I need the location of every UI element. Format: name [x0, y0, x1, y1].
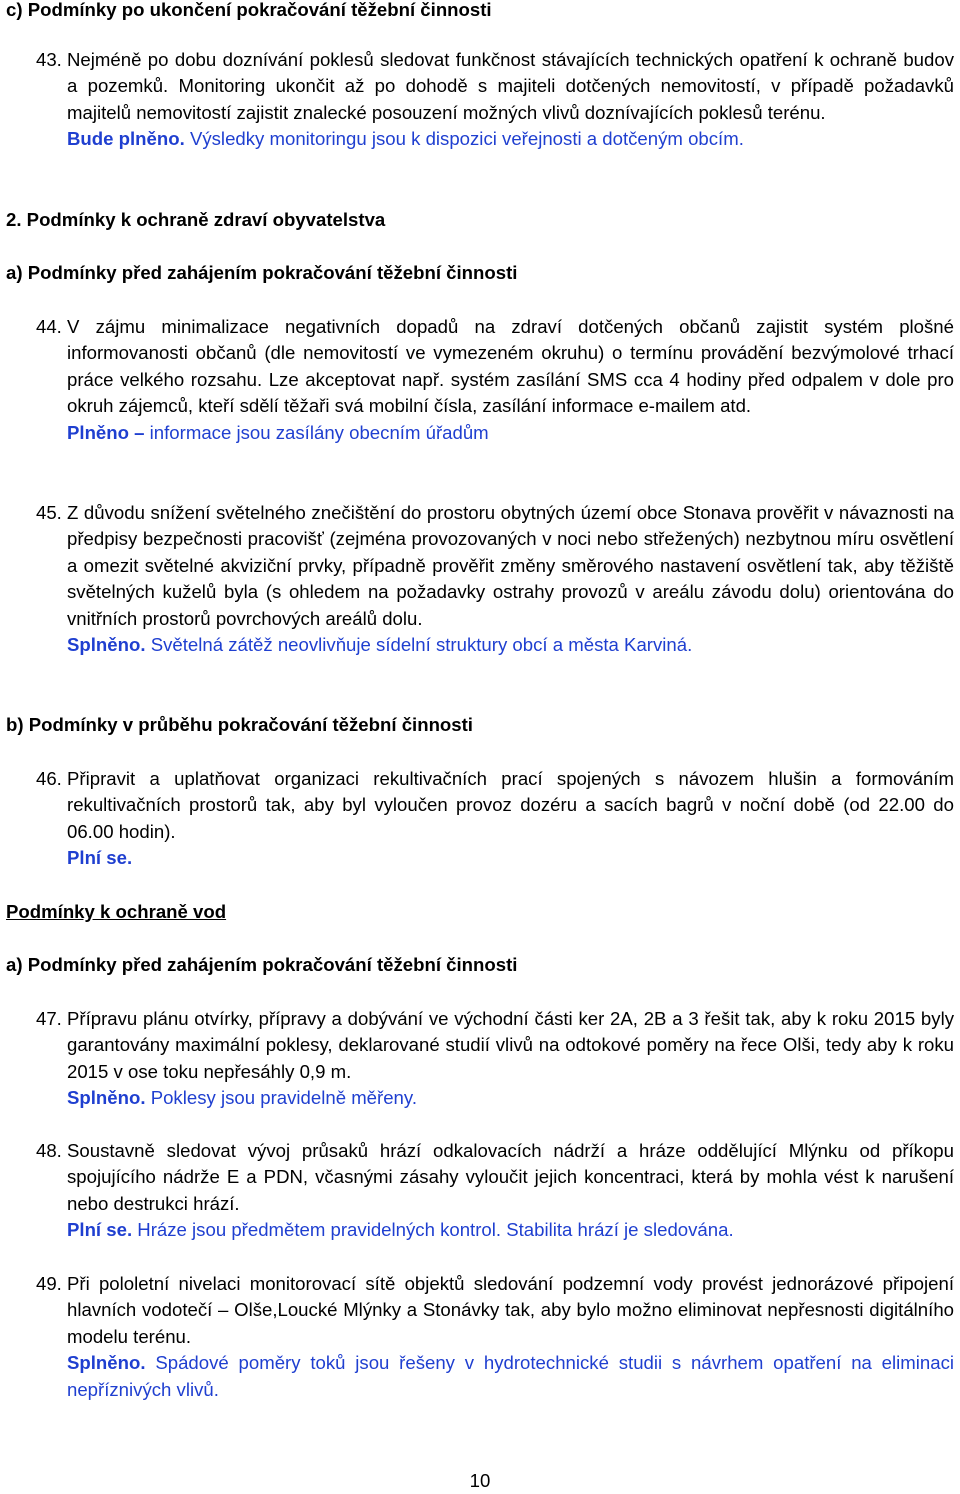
section-heading-c: c) Podmínky po ukončení pokračování těžební činnosti — [6, 0, 492, 20]
section-heading-water: Podmínky k ochraně vod — [6, 901, 227, 922]
item-number: 48. — [36, 1140, 62, 1161]
page-number: 10 — [469, 1470, 491, 1491]
condition-item-46 — [36, 766, 954, 872]
condition-item-47 — [36, 1006, 954, 1112]
condition-item-43 — [36, 47, 954, 153]
status-note: Poklesy jsou pravidelně měřeny. — [150, 1087, 417, 1109]
status-label: Splněno. — [67, 634, 146, 656]
condition-item-44 — [36, 314, 954, 446]
item-text: Z důvodu snížení světelného znečištění do prostoru obytných území obce Stonava prověřit v návaznosti na předpisy bezpečnosti pracovišť (zejména provozovaných v noci nebo střežených) nezbytnou míru osvětlení a omezit světelné akviziční prvky, případně prověřit změny směrového nastavení osvětlení tak, aby těžiště světelných kuželů byla (s ohledem na požadavky ostrahy provozů v areálu závodu dolu) orientována do vnitřních prostorů povrchových areálů dolu. — [67, 502, 954, 629]
condition-item-48 — [36, 1138, 954, 1244]
item-number: 44. — [36, 316, 62, 337]
item-number: 47. — [36, 1008, 62, 1029]
item-number: 46. — [36, 768, 62, 789]
status-label: Plní se. — [67, 1219, 133, 1241]
status-label: Plněno – — [67, 421, 145, 443]
section-heading-water-a: a) Podmínky před zahájením pokračování těžební činnosti — [6, 954, 518, 975]
item-text: V zájmu minimalizace negativních dopadů na zdraví dotčených občanů zajistit systém plošné informovanosti občanů (dle nemovitostí ve vymezeném okruhu) o termínu provádění bezvýmolové trhací práce velkého rozsahu. Lze akceptovat např. systém zasílání SMS cca 4 hodiny před odpalem v dole pro okruh zájemců, kteří sdělí těžaři svá mobilní čísla, zasílání informace e-mailem atd. — [67, 316, 954, 417]
item-number: 49. — [36, 1273, 62, 1294]
section-heading-health-b: b) Podmínky v průběhu pokračování těžební činnosti — [6, 714, 473, 735]
condition-item-45 — [36, 500, 954, 658]
item-text: Nejméně po dobu doznívání poklesů sledovat funkčnost stávajících technických opatření k ochraně budov a pozemků. Monitoring ukončit až po dohodě s majiteli dotčených nemovitostí, v případě požadavků majitelů nemovitostí zajistit znalecké posouzení možných vlivů doznívajících poklesů terénu. — [67, 49, 954, 123]
status-note: Hráze jsou předmětem pravidelných kontrol. Stabilita hrází je sledována. — [137, 1219, 734, 1241]
section-heading-health: 2. Podmínky k ochraně zdraví obyvatelstva — [6, 209, 386, 230]
item-text: Připravit a uplatňovat organizaci rekultivačních prací spojených s návozem hlušin a formováním rekultivačních prostorů tak, aby byl vyloučen provoz dozéru a sacích bagrů v noční době (od 22.00 do 06.00 hodin). — [67, 768, 954, 842]
condition-item-49 — [36, 1271, 954, 1403]
status-note: Výsledky monitoringu jsou k dispozici veřejnosti a dotčeným obcím. — [189, 128, 744, 150]
status-note: informace jsou zasílány obecním úřadům — [149, 421, 489, 443]
status-label: Plní se. — [67, 847, 133, 869]
status-label: Splněno. — [67, 1087, 146, 1109]
item-number: 43. — [36, 49, 62, 70]
item-number: 45. — [36, 502, 62, 523]
status-note: Světelná zátěž neovlivňuje sídelní struktury obcí a města Karviná. — [150, 634, 693, 656]
item-text: Při pololetní nivelaci monitorovací sítě objektů sledování podzemní vody provést jednorázové připojení hlavních vodotečí – Olše,Loucké Mlýnky a Stonávky tak, aby bylo možno eliminovat nepřesnosti digitálního modelu terénu. — [67, 1273, 954, 1347]
status-label: Bude plněno. — [67, 128, 185, 150]
item-text: Přípravu plánu otvírky, přípravy a dobývání ve východní části ker 2A, 2B a 3 řešit tak, aby k roku 2015 byly garantovány maximální poklesy, deklarované studií vlivů na odtokové poměry na řece Olši, tedy aby k roku 2015 v ose toku nepřesáhly 0,9 m. — [67, 1008, 954, 1082]
status-label: Splněno. — [67, 1352, 146, 1374]
status-note: Spádové poměry toků jsou řešeny v hydrotechnické studii s návrhem opatření na eliminaci nepříznivých vlivů. — [67, 1352, 955, 1400]
section-heading-health-a: a) Podmínky před zahájením pokračování těžební činnosti — [6, 262, 518, 283]
item-text: Soustavně sledovat vývoj průsaků hrází odkalovacích nádrží a hráze oddělující Mlýnku od příkopu spojujícího nádrže E a PDN, včasnými zásahy vyloučit jejich koncentraci, která by mohla vést k narušení nebo destrukci hrází. — [67, 1140, 954, 1214]
